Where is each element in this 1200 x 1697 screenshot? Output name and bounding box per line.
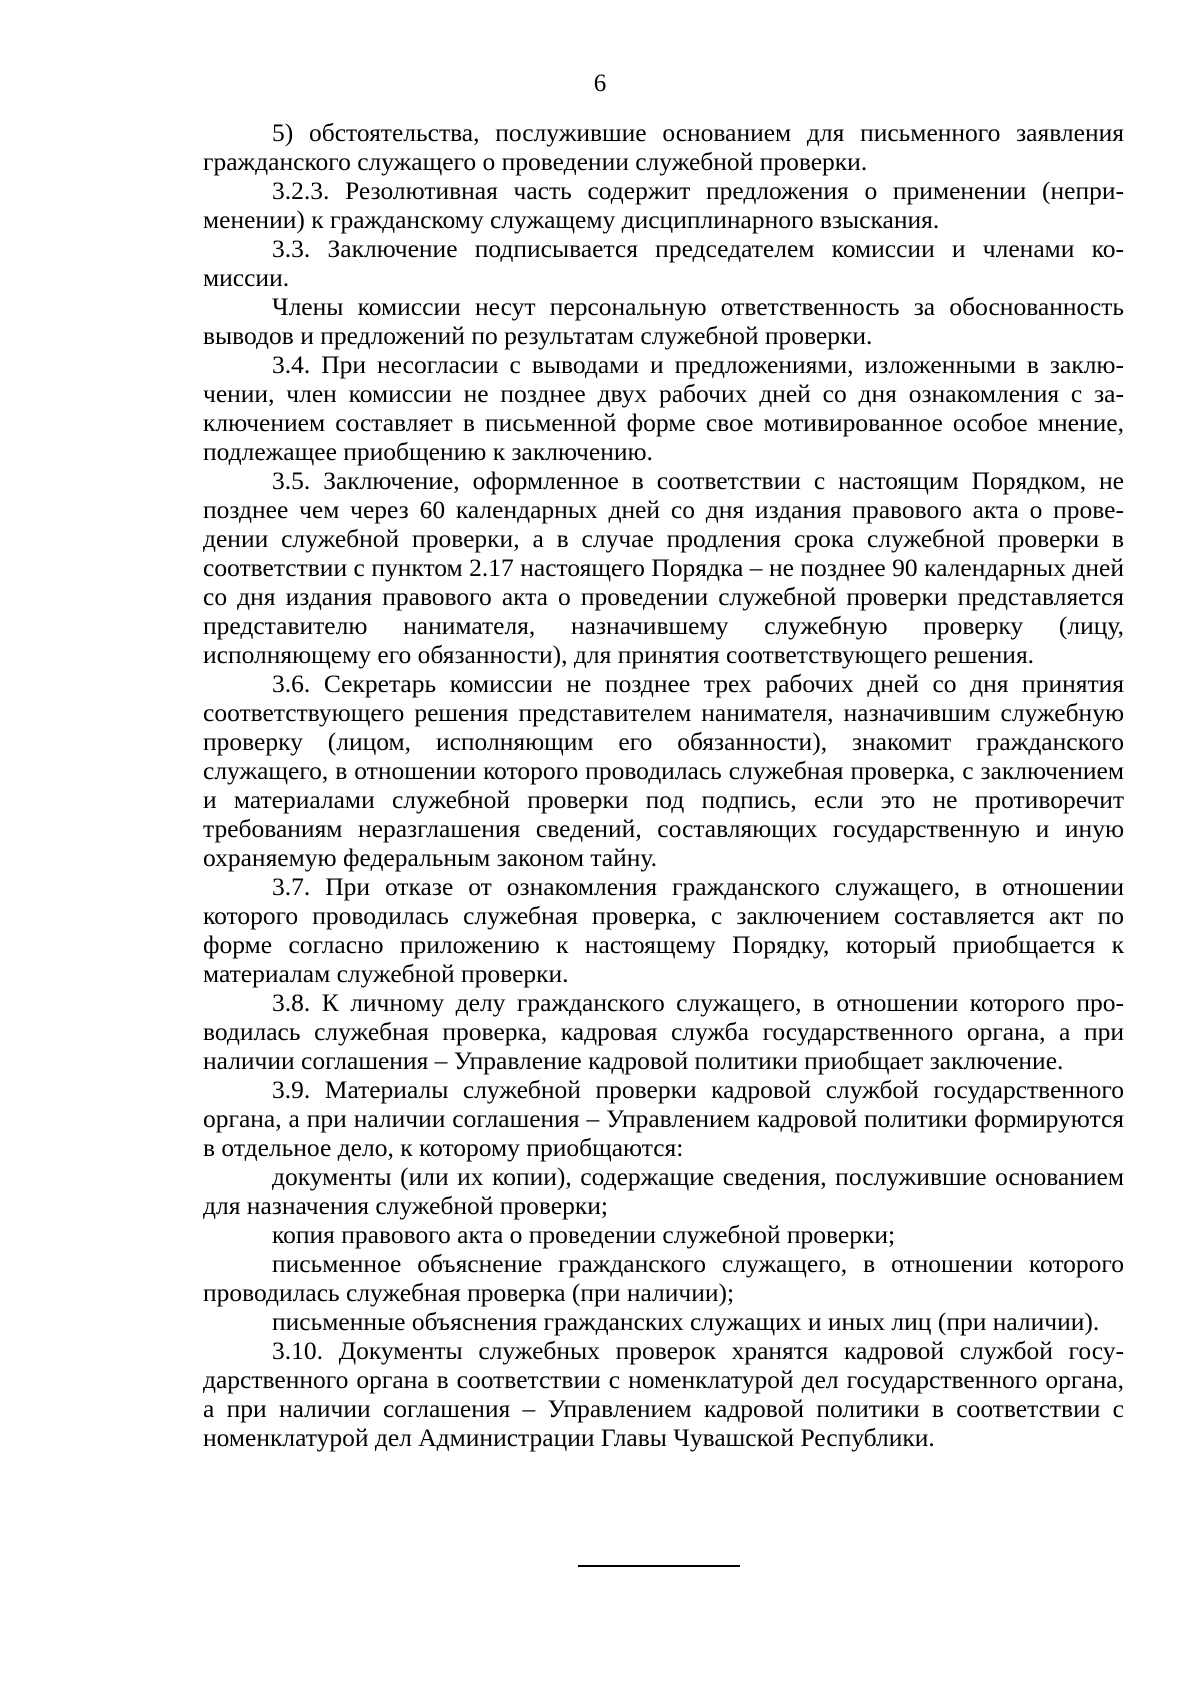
page-number: 6 <box>593 70 607 97</box>
paragraph-3-9: 3.9. Материалы служебной проверки кадровой службой государственного органа, а при наличии соглашения – Управлением кадровой политики формируются в отдельное дело, к которому приобщаются: <box>203 1075 1124 1162</box>
paragraph-3-6: 3.6. Секретарь комиссии не позднее трех рабочих дней со дня принятия соответствующего решения представителем нанимателя, назначившим служебную проверку (лицом, исполняющим его обязанности), знакомит гражданского служащего, в отношении которого проводилась служебная проверка, с заключением и материалами служебной проверки под подпись, если это не противоречит требованиям неразглашения сведений, составляющих государственную и иную охраняемую федеральным законом тайну. <box>203 669 1124 872</box>
paragraph-3-3: 3.3. Заключение подписывается председателем комиссии и членами комиссии. <box>203 234 1124 292</box>
paragraph-3-7: 3.7. При отказе от ознакомления гражданского служащего, в отношении которого проводилась служебная проверка, с заключением составляется акт по форме согласно приложению к настоящему Порядку, который приобщается к материалам служебной проверки. <box>203 872 1124 988</box>
paragraph-3-4: 3.4. При несогласии с выводами и предложениями, изложенными в заключении, член комиссии не позднее двух рабочих дней со дня ознакомления с заключением составляет в письменной форме свое мотивированное особое мнение, подлежащее приобщению к заключению. <box>203 350 1124 466</box>
list-item-act-copy: копия правового акта о проведении служебной проверки; <box>272 1220 896 1249</box>
paragraph-3-3-responsibility: Члены комиссии несут персональную ответственность за обоснованность выводов и предложений по результатам служебной проверки. <box>203 292 1124 350</box>
end-of-document-rule <box>578 1565 740 1567</box>
paragraph-3-10: 3.10. Документы служебных проверок хранятся кадровой службой государственного органа в соответствии с номенклатурой дел государственного органа, а при наличии соглашения – Управлением кадровой политики в соответствии с номенклатурой дел Администрации Главы Чувашской Республики. <box>203 1336 1124 1452</box>
paragraph-item-5: 5) обстоятельства, послужившие основанием для письменного заявления гражданского служащего о проведении служебной проверки. <box>203 118 1124 176</box>
paragraph-3-2-3: 3.2.3. Резолютивная часть содержит предложения о применении (неприменении) к гражданскому служащему дисциплинарного взыскания. <box>203 176 1124 234</box>
paragraph-3-5: 3.5. Заключение, оформленное в соответствии с настоящим Порядком, не позднее чем через 60 календарных дней со дня издания правового акта о проведении служебной проверки, а в случае продления срока служебной проверки в соответствии с пунктом 2.17 настоящего Порядка – не позднее 90 календарных дней со дня издания правового акта о проведении служебной проверки представляется представителю нанимателя, назначившему служебную проверку (лицу, исполняющему его обязанности), для принятия соответствующего решения. <box>203 466 1124 669</box>
list-item-documents: документы (или их копии), содержащие сведения, послужившие основанием для назначения служебной проверки; <box>203 1162 1124 1220</box>
paragraph-3-8: 3.8. К личному делу гражданского служащего, в отношении которого проводилась служебная проверка, кадровая служба государственного органа, а при наличии соглашения – Управление кадровой политики приобщает заключение. <box>203 988 1124 1075</box>
list-item-written-explanation: письменное объяснение гражданского служащего, в отношении которого проводилась служебная проверка (при наличии); <box>203 1249 1124 1307</box>
document-body <box>203 118 1124 1452</box>
list-item-explanations-others: письменные объяснения гражданских служащих и иных лиц (при наличии). <box>272 1307 1100 1336</box>
